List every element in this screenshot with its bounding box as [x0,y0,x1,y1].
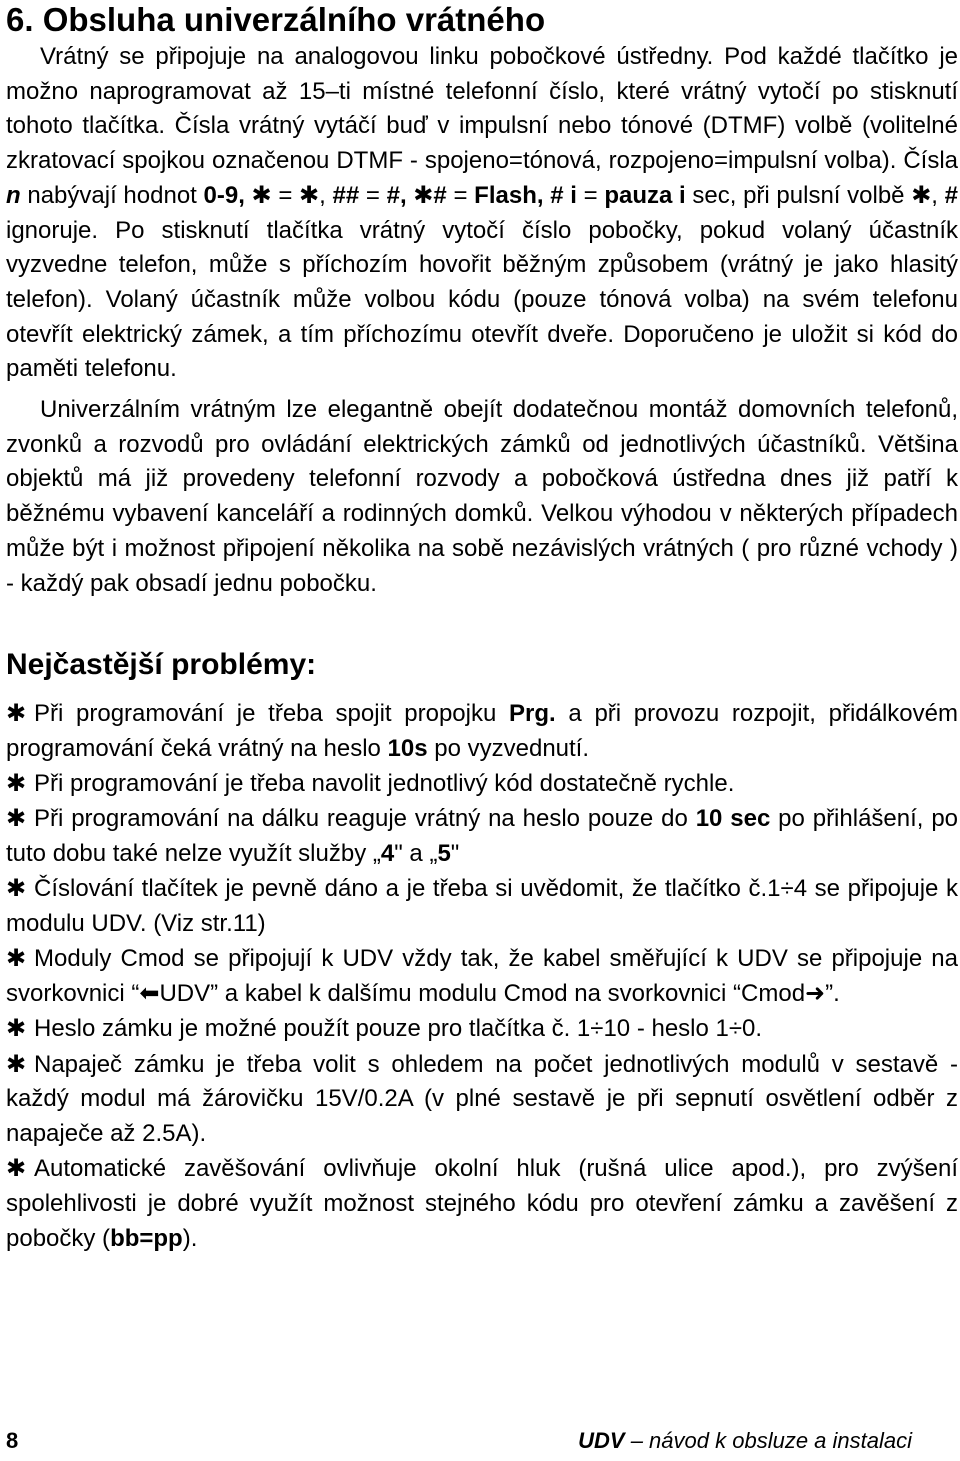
intro-flash: Flash, [474,181,544,209]
asterisk-bullet-icon: ✱ [6,1155,27,1183]
intro-text-6: = [446,181,475,209]
page-footer [6,1428,912,1458]
problem-8-text-a: Automatické zavěšování ovlivňuje okolní hluk (rušná ulice apod.), pro zvýšení spolehlivosti je dobré využít možnost stejného kódu pro otevření zámku a zavěšení z pobočky ( [6,1155,958,1252]
footer-title-rest: – návod k obsluze a instalaci [624,1428,912,1453]
intro-hash-ignore: # [944,181,959,209]
problem-item-1 [6,697,958,767]
intro-text-1: Vrátný se připojuje na analogovou linku pobočkové ústředny. Pod každé tlačítko je možno naprogramovat až 15–ti místné telefonní číslo, které vrátný vytočí po stisknutí tohoto tlačítka. Čísla vrátný vytáčí buď v impulsní nebo tónové (DTMF) volbě (volitelné zkratovací spojkou označenou DTMF - spojeno=tónová, rozpojeno=impulsní volba). Čísla [6,43,958,175]
problem-1-text-c: a při provozu rozpojit, přidálkovém programování čeká vrátný na heslo [6,700,958,763]
problem-item-2 [6,767,958,802]
asterisk-bullet-icon: ✱ [6,700,27,728]
problem-item-5 [6,942,958,1012]
problem-1-10s: 10s [387,735,428,763]
problem-8-bbpp: bb=pp [110,1224,183,1252]
footer-title [578,1428,912,1454]
intro-paragraph [6,40,958,387]
problem-3-10sec: 10 sec [695,805,771,833]
second-paragraph: Univerzálním vrátným lze elegantně obejít dodatečnou montáž domovních telefonů, zvonků a rozvodů pro ovládání elektrických zámků od jednotlivých účastníků. Většina objektů má již provedeny telefonní rozvody a pobočková ústředna dnes již patří k běžnému vybavení kanceláří a rodinných domků. Velkou výhodou v některých případech může být i možnost připojení několika na sobě nezávislých vrátných ( pro různé vchody ) - každý pak obsadí jednu pobočku. [6,396,958,597]
section-title: 6. Obsluha univerzálního vrátného [6,1,546,38]
problem-7-text: Napaječ zámku je třeba volit s ohledem na počet jednotlivých modulů v sestavě - každý modul má žárovičku 15V/0.2A (v plné sestavě je při sepnutí osvětlení odběr z napaječe až 2.5A). [6,1050,958,1148]
problem-6-text: Heslo zámku je možné použít pouze pro tlačítka č. 1÷10 - heslo 1÷0. [34,1015,763,1043]
asterisk-bullet-icon: ✱ [6,805,27,833]
problem-3-service-5: 5 [437,840,451,868]
intro-values-0-9: 0-9, [203,181,245,209]
problems-heading: Nejčastější problémy: [6,648,317,682]
asterisk-bullet-icon: ✱ [6,770,27,798]
problem-item-4 [6,872,958,942]
problem-2-text: Při programování je třeba navolit jednotlivý kód dostatečně rychle. [34,770,735,798]
problem-3-text-e: " a „ [394,840,438,868]
intro-n-bold-italic: n [6,181,21,209]
problem-8-text-c: ). [182,1224,198,1252]
intro-pauza: pauza i [604,181,686,209]
page-number: 8 [6,1428,19,1453]
asterisk-bullet-icon: ✱ [6,945,27,973]
problem-item-3 [6,802,958,872]
intro-double-hash: ## [332,181,360,209]
problem-item-8 [6,1152,958,1256]
intro-star-hash: # [433,181,447,209]
asterisk-bullet-icon: ✱ [6,1050,27,1078]
problem-item-6 [6,1012,958,1047]
problem-1-prg: Prg. [509,700,556,728]
problem-4-text: Číslování tlačítek je pevně dáno a je třeba si uvědomit, že tlačítko č.1÷4 se připojuje k modulu UDV. (Viz str.11) [6,875,958,938]
problem-3-text-g: " [450,840,460,868]
problem-3-service-4: 4 [380,840,395,868]
footer-brand: UDV [578,1428,625,1453]
problem-item-7 [6,1048,958,1152]
intro-text-3: ✱ = ✱, [244,181,333,209]
problems-list [6,697,958,1256]
document-page [6,0,958,1257]
problem-1-text-e: po vyzvednutí. [427,735,590,763]
problem-5-text: Moduly Cmod se připojují k UDV vždy tak, že kabel směřující k UDV se připojuje na svorkovnici “⬅UDV” a kabel k dalšímu modulu Cmod na svorkovnici “Cmod➜”. [6,945,958,1008]
problem-3-text-a: Při programování na dálku reaguje vrátný na heslo pouze do [34,805,696,833]
asterisk-bullet-icon: ✱ [6,1015,27,1043]
intro-text-10: ignoruje. Po stisknutí tlačítka vrátný vytočí číslo pobočky, pokud volaný účastník vyzvedne telefon, může s příchozím hovořit běžným způsobem (vrátný je jako hlasitý telefon). Volaný účastník může volbou kódu (pouze tónová volba) na svém telefonu otevřít elektrický zámek, a tím příchozímu otevřít dveře. Doporučeno je uložit si kód do paměti telefonu. [6,216,958,383]
problem-3-text-c: po přihlášení, po tuto dobu také nelze využít služby „ [6,805,959,868]
intro-hash-i: # i [550,181,577,209]
problem-1-text-a: Při programování je třeba spojit propojku [34,700,510,728]
intro-text-8: = [576,181,605,209]
intro-text-5: ✱ [406,181,434,209]
intro-text-4: = [359,181,387,209]
intro-hash: #, [386,181,407,209]
intro-text-2: nabývají hodnot [20,181,204,209]
asterisk-bullet-icon: ✱ [6,875,27,903]
intro-text-9: sec, při pulsní volbě ✱, [685,181,945,209]
